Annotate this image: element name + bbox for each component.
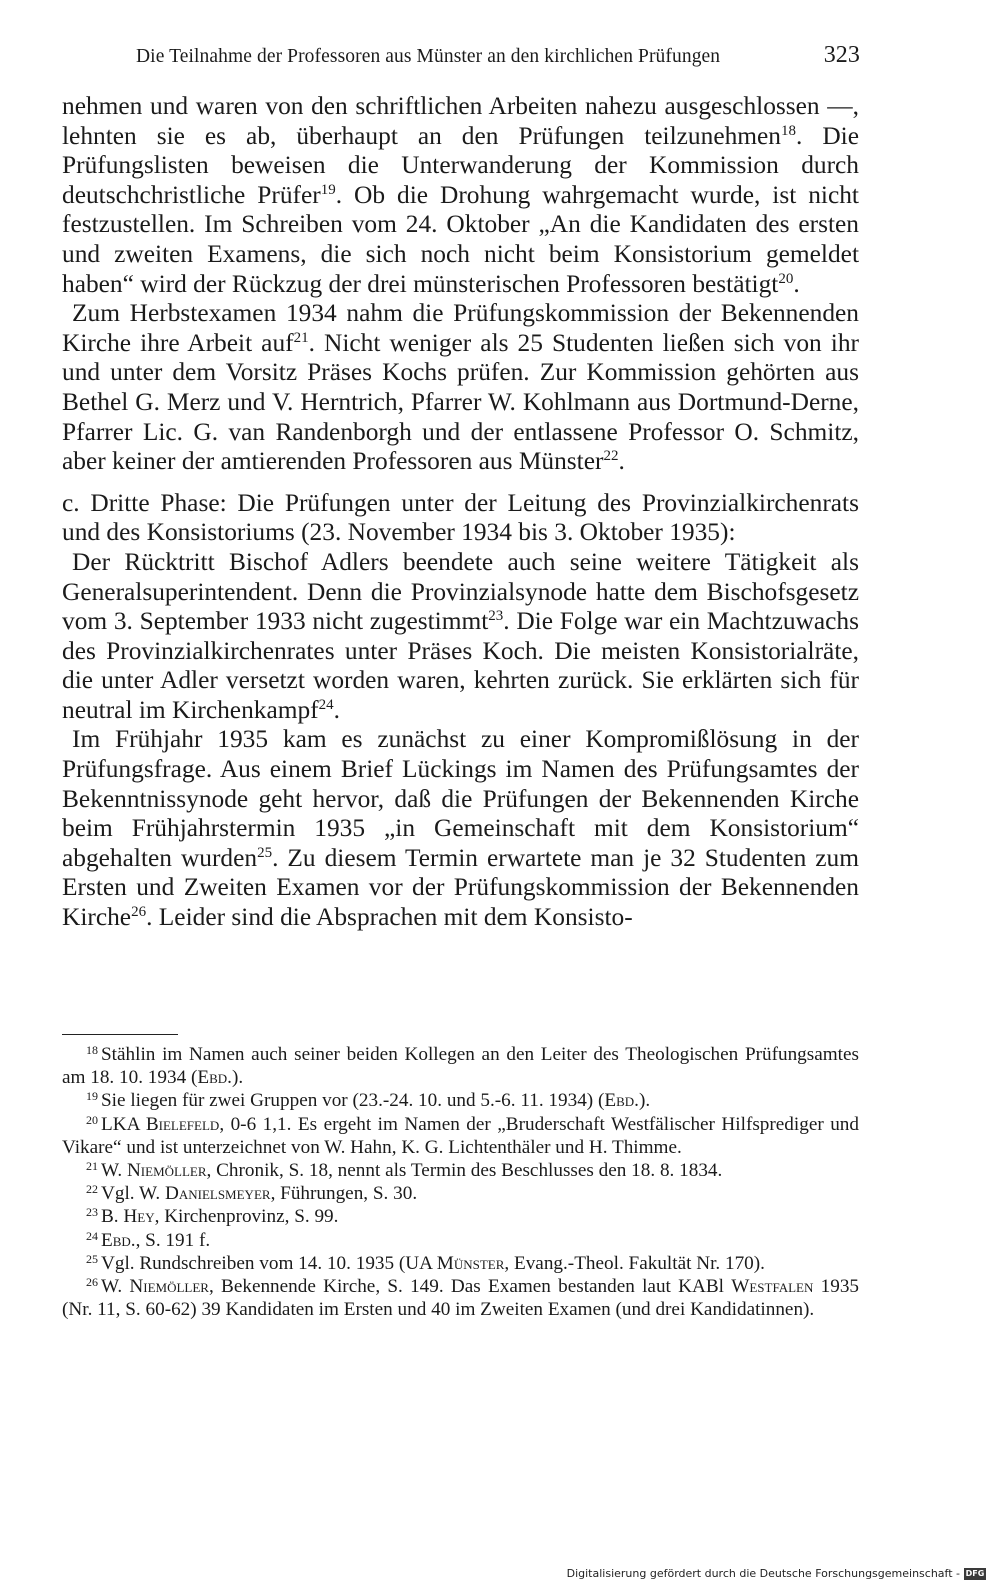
- footnote-26: $^{26}$ W. Niemöller, Bekennende Kirche, S. 149. Das Examen bestanden laut KABl Westfalen 1935 (Nr. 11, S. 60-62) 39 Kandidaten im Ersten und 40 im Zweiten Examen (und drei Kandidatinnen).: [62, 1275, 860, 1321]
- footnote-23: $^{23}$ B. Hey, Kirchenprovinz, S. 99.: [86, 1205, 339, 1228]
- paragraph-continuation: nehmen und waren von den schriftlichen Arbeiten nahezu ausgeschlossen —, lehnten sie es ab, überhaupt an den Prüfungen teilzunehmen$^{18}$. Die Prüfungslisten beweisen die Unterwanderung der Kommission durch deutschchristliche Prüfer$^{19}$. Ob die Drohung wahrgemacht wurde, ist nicht festzustellen. Im Schreiben vom 24. Oktober „An die Kandidaten des ersten und zweiten Examens, die sich noch nicht beim Konsistorium gemeldet haben“ wird der Rückzug der drei münsterischen Professoren bestätigt$^{20}$.: [62, 92, 859, 298]
- paragraph-ruecktritt: Der Rücktritt Bischof Adlers beendete auch seine weitere Tätigkeit als Generalsuperintendent. Denn die Provinzialsynode hatte dem Bischofsgesetz vom 3. September 1933 nicht zugestimmt$^{23}$. Die Folge war ein Machtzuwachs des Provinzialkirchenrates unter Präses Koch. Die meisten Konsistorialräte, die unter Adler versetzt worden waren, kehrten zurück. Sie erklärten sich für neutral im Kirchenkampf$^{24}$.: [62, 547, 859, 724]
- dfg-logo-icon: DFG: [965, 1569, 985, 1578]
- footnote-24: $^{24}$ Ebd., S. 191 f.: [86, 1228, 211, 1251]
- footnote-separator: [62, 1034, 178, 1035]
- footnote-22: $^{22}$ Vgl. W. Danielsmeyer, Führungen, S. 30.: [86, 1182, 418, 1205]
- footnotes: [62, 1043, 859, 1321]
- paragraph-herbstexamen: Zum Herbstexamen 1934 nahm die Prüfungskommission der Bekennenden Kirche ihre Arbeit auf$^{21}$. Nicht weniger als 25 Studenten ließen sich von ihr und unter dem Vorsitz Präses Kochs prüfen. Zur Kommission gehörten aus Bethel G. Merz und V. Herntrich, Pfarrer W. Kohlmann aus Dortmund-Derne, Pfarrer Lic. G. van Randenborgh und der entlassene Professor O. Schmitz, aber keiner der amtierenden Professoren aus Münster$^{22}$.: [62, 299, 859, 476]
- running-title: Die Teilnahme der Professoren aus Münster an den kirchlichen Prüfungen: [136, 46, 721, 67]
- footnote-ref-22[interactable]: 22: [603, 448, 619, 465]
- digitization-note: Digitalisierung gefördert durch die Deutsche Forschungsgemeinschaft -: [566, 1567, 960, 1580]
- footnote-18: $^{18}$ Stählin im Namen auch seiner beiden Kollegen an den Leiter des Theologischen Prüfungsamtes am 18. 10. 1934 (Ebd.).: [62, 1043, 859, 1089]
- footnote-21: $^{21}$ W. Niemöller, Chronik, S. 18, nennt als Termin des Beschlusses den 18. 8. 1834.: [86, 1159, 723, 1182]
- footnote-ref-24[interactable]: 24: [318, 696, 334, 713]
- footnote-25: $^{25}$ Vgl. Rundschreiben vom 14. 10. 1935 (UA Münster, Evang.-Theol. Fakultät Nr. 170).: [86, 1251, 765, 1274]
- footnote-ref-21[interactable]: 21: [293, 329, 309, 346]
- footnote-ref-25[interactable]: 25: [257, 844, 273, 861]
- section-heading-third-phase: c. Dritte Phase: Die Prüfungen unter der Leitung des Provinzialkirchenrats und des Konsistoriums (23. November 1934 bis 3. Oktober 1935):: [62, 488, 859, 547]
- footnote-ref-19[interactable]: 19: [320, 181, 336, 198]
- paragraph-fruehjahr: Im Frühjahr 1935 kam es zunächst zu einer Kompromißlösung in der Prüfungsfrage. Aus einem Brief Lückings im Namen des Prüfungsamtes der Bekenntnissynode geht hervor, daß die Prüfungen der Bekennenden Kirche beim Frühjahrstermin 1935 „in Gemeinschaft mit dem Konsistorium“ abgehalten wurden$^{25}$. Zu diesem Termin erwartete man je 32 Studenten zum Ersten und Zweiten Examen vor der Prüfungskommission der Bekennenden Kirche$^{26}$. Leider sind die Absprachen mit dem Konsisto-: [62, 725, 859, 932]
- page-number: 323: [823, 42, 860, 68]
- footnote-19: $^{19}$ Sie liegen für zwei Gruppen vor (23.-24. 10. und 5.-6. 11. 1934) (Ebd.).: [86, 1089, 651, 1112]
- footnote-ref-26[interactable]: 26: [131, 904, 147, 921]
- running-head: [136, 42, 860, 72]
- footnote-20: $^{20}$ LKA Bielefeld, 0-6 1,1. Es ergeht im Namen der „Bruderschaft Westfälischer Hilfsprediger und Vikare“ und ist unterzeichnet von W. Hahn, K. G. Lichtenthäler und H. Thimme.: [62, 1112, 859, 1158]
- footnote-ref-20[interactable]: 20: [778, 270, 794, 287]
- footnote-ref-18[interactable]: 18: [781, 122, 796, 139]
- body-text: [62, 92, 859, 933]
- footnote-ref-23[interactable]: 23: [488, 608, 504, 625]
